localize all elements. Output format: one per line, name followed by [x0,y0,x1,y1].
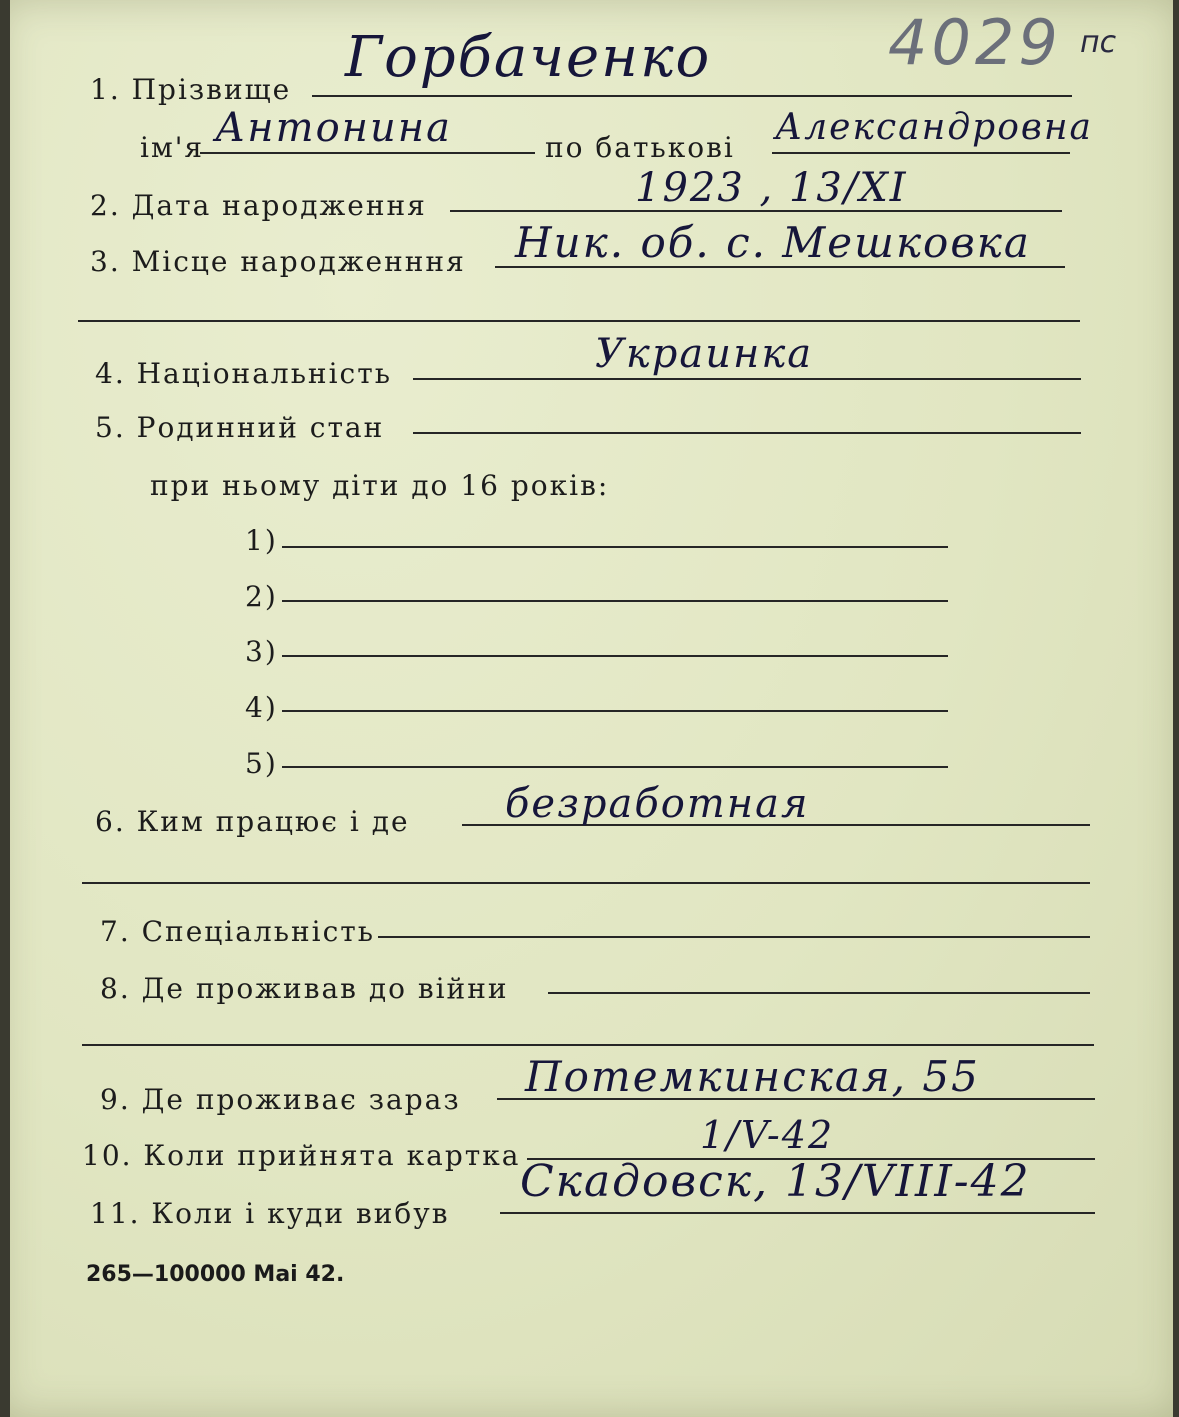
prewar-residence-line [548,992,1090,994]
birth-place-label: 3. Місце народженння [90,245,466,278]
patronymic-line [772,152,1070,154]
first-name-line [200,152,535,154]
specialty-line [378,936,1090,938]
marital-status-line [413,432,1081,434]
prewar-residence-line-2 [82,1044,1094,1046]
card-left-edge [0,0,10,1417]
surname-line [312,95,1072,97]
first-name-label: ім'я [140,131,205,164]
archive-mark: пс [1080,25,1117,60]
child-2-line [282,600,948,602]
surname-label: 1. Прізвище [90,73,292,106]
child-1-label: 1) [245,524,278,557]
current-residence-value: Потемкинская, 55 [525,1052,980,1101]
departure-label: 11. Коли і куди вибув [90,1197,450,1230]
marital-status-label: 5. Родинний стан [95,411,385,444]
child-5-label: 5) [245,747,278,780]
print-code: 265—100000 Mai 42. [86,1262,345,1287]
occupation-label: 6. Ким працює і де [95,805,410,838]
departure-line [500,1212,1095,1214]
occupation-line-2 [82,882,1090,884]
nationality-value: Украинка [595,331,814,377]
archive-number: 4029 [888,6,1062,79]
prewar-residence-label: 8. Де проживав до війни [100,972,509,1005]
card-accepted-label: 10. Коли прийнята картка [82,1139,521,1172]
birth-place-value: Ник. об. с. Мешковка [515,218,1031,267]
patronymic-value: Александровна [775,107,1093,148]
current-residence-label: 9. Де проживає зараз [100,1083,461,1116]
birth-date-value: 1923 , 13/XI [635,165,908,211]
children-heading: при ньому діти до 16 років: [150,469,610,502]
child-3-label: 3) [245,635,278,668]
birth-place-line-2 [78,320,1080,322]
departure-value: Скадовск, 13/VIII-42 [520,1156,1031,1207]
child-4-label: 4) [245,691,278,724]
child-3-line [282,655,948,657]
occupation-value: безработная [505,781,810,827]
child-2-label: 2) [245,580,278,613]
patronymic-label: по батькові [545,131,735,164]
surname-value: Горбаченко [345,25,712,90]
nationality-line [413,378,1081,380]
specialty-label: 7. Спеціальність [100,915,375,948]
nationality-label: 4. Національність [95,357,392,390]
child-1-line [282,546,948,548]
card-accepted-value: 1/V-42 [700,1113,835,1157]
first-name-value: Антонина [215,105,452,151]
child-4-line [282,710,948,712]
card-right-edge [1173,0,1179,1417]
child-5-line [282,766,948,768]
birth-date-label: 2. Дата народження [90,189,427,222]
